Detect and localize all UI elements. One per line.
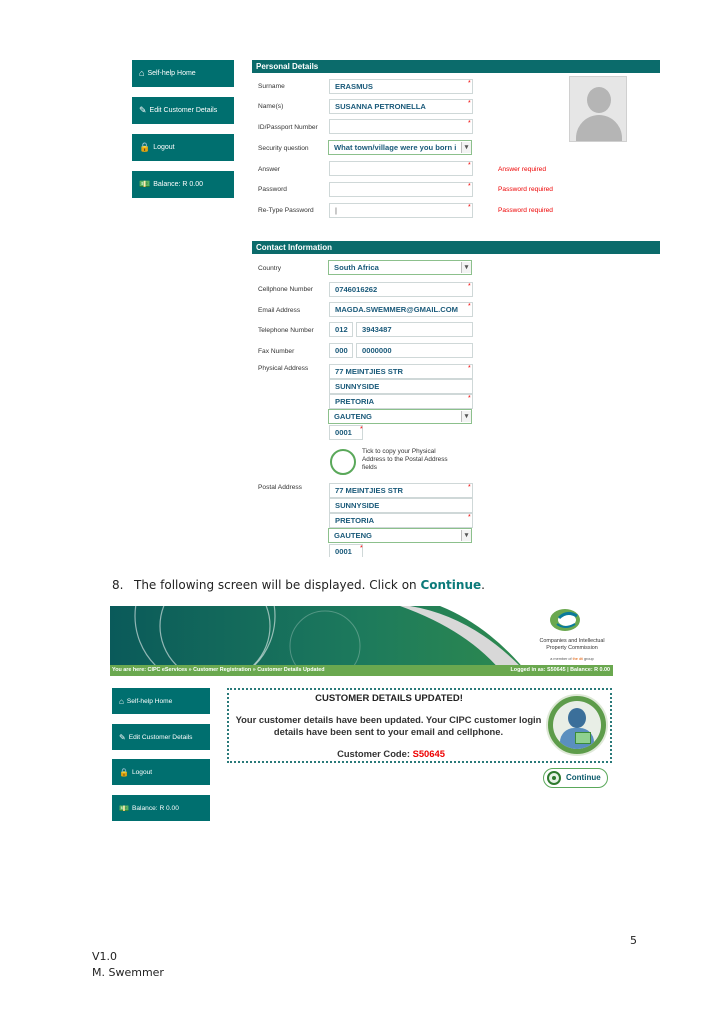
page-number: 5: [630, 934, 637, 947]
copy-address-label: Tick to copy your Physical Address to the Postal Address fields: [362, 448, 448, 471]
telephone-number-input[interactable]: 3943487: [356, 322, 473, 337]
required-marker: *: [468, 120, 471, 127]
breadcrumb-bar: [110, 665, 613, 676]
id-passport-input[interactable]: [329, 119, 473, 134]
sidebar-label: Self-help Home: [126, 697, 173, 705]
postal-city-input[interactable]: PRETORIA: [329, 513, 473, 528]
logout-button[interactable]: [132, 134, 234, 161]
surname-label: Surname: [258, 83, 285, 90]
required-marker: *: [468, 514, 471, 521]
lock-icon: 🔒: [139, 142, 151, 152]
answer-label: Answer: [258, 166, 280, 173]
step-number: 8.: [112, 578, 124, 592]
cellphone-input[interactable]: 0746016262: [329, 282, 473, 297]
required-marker: *: [468, 395, 471, 402]
email-input[interactable]: MAGDA.SWEMMER@GMAIL.COM: [329, 302, 473, 317]
personal-details-header: Personal Details: [252, 60, 660, 73]
sidebar-label: Logout: [131, 768, 153, 776]
cipc-logo-icon: [550, 609, 580, 631]
password-label: Password: [258, 186, 287, 193]
retype-password-error: Password required: [498, 207, 553, 214]
sidebar-label: Balance: R 0.00: [153, 181, 204, 188]
telephone-code-input[interactable]: 012: [329, 322, 353, 337]
dti-member-text: [535, 657, 609, 661]
email-label: Email Address: [258, 307, 301, 314]
fax-label: Fax Number: [258, 348, 295, 355]
lock-icon: 🔒: [119, 767, 129, 777]
edit-customer-details-button[interactable]: [132, 97, 234, 124]
dti-suffix: group: [582, 657, 594, 661]
required-marker: *: [360, 545, 363, 552]
home-icon: ⌂: [119, 696, 124, 706]
step-text: The following screen will be displayed. Click on: [134, 578, 421, 592]
edit-icon: ✎: [139, 105, 147, 115]
continue-button[interactable]: [543, 768, 608, 788]
retype-password-input[interactable]: |: [329, 203, 473, 218]
edit-icon: ✎: [119, 732, 126, 742]
telephone-label: Telephone Number: [258, 327, 314, 334]
login-status: Logged in as: S50645 | Balance: R 0.00: [510, 667, 610, 673]
physical-address-label: Physical Address: [258, 365, 309, 372]
avatar-head-icon: [587, 87, 611, 113]
surname-input[interactable]: ERASMUS: [329, 79, 473, 94]
physical-line2-input[interactable]: SUNNYSIDE: [329, 379, 473, 394]
sidebar-label: Balance: R 0.00: [131, 804, 179, 812]
success-message-box: [227, 688, 612, 763]
self-help-home-button[interactable]: [112, 688, 210, 714]
physical-province-select[interactable]: GAUTENG ▾: [328, 409, 472, 424]
copy-address-checkbox[interactable]: [330, 449, 356, 475]
required-marker: *: [468, 204, 471, 211]
physical-code-input[interactable]: 0001: [329, 425, 363, 440]
contact-info-header: Contact Information: [252, 241, 660, 254]
security-question-label: Security question: [258, 145, 309, 152]
required-marker: *: [468, 365, 471, 372]
postal-address-label: Postal Address: [258, 484, 302, 491]
required-marker: *: [468, 303, 471, 310]
required-marker: *: [468, 183, 471, 190]
security-question-select[interactable]: What town/village were you born i ▾: [328, 140, 472, 155]
cipc-logo-text: Companies and Intellectual Property Commission: [539, 638, 605, 651]
customer-code-value: S50645: [412, 748, 445, 759]
password-error: Password required: [498, 186, 553, 193]
sidebar-label: Self-help Home: [147, 70, 196, 77]
required-marker: *: [360, 426, 363, 433]
edit-customer-details-button[interactable]: [112, 724, 210, 750]
money-icon: 💵: [119, 803, 129, 813]
dti-brand: the dti: [572, 657, 583, 661]
sidebar-label: Logout: [153, 144, 175, 151]
balance-button[interactable]: [132, 171, 234, 198]
document-author: M. Swemmer: [92, 966, 164, 979]
profile-avatar: [569, 76, 627, 142]
postal-code-input[interactable]: 0001: [329, 544, 363, 557]
required-marker: *: [468, 100, 471, 107]
home-icon: ⌂: [139, 68, 145, 78]
country-select[interactable]: South Africa ▾: [328, 260, 472, 275]
avatar-body-icon: [576, 115, 622, 142]
fax-number-input[interactable]: 0000000: [356, 343, 473, 358]
answer-error: Answer required: [498, 166, 547, 173]
sidebar-label: Edit Customer Details: [128, 733, 193, 741]
customer-code: [291, 748, 491, 759]
self-help-home-button[interactable]: [132, 60, 234, 87]
postal-line1-input[interactable]: 77 MEINTJIES STR: [329, 483, 473, 498]
physical-line1-input[interactable]: 77 MEINTJIES STR: [329, 364, 473, 379]
step-action: Continue: [420, 578, 482, 592]
retype-password-label: Re-Type Password: [258, 207, 314, 214]
required-marker: *: [468, 283, 471, 290]
country-label: Country: [258, 265, 282, 272]
step-instruction: [112, 578, 485, 592]
money-icon: 💵: [139, 179, 151, 189]
cellphone-label: Cellphone Number: [258, 286, 313, 293]
step-period: .: [481, 578, 485, 592]
continue-label: Continue: [566, 773, 601, 782]
names-label: Name(s): [258, 103, 284, 110]
sidebar-label: Edit Customer Details: [149, 107, 218, 114]
required-marker: *: [468, 484, 471, 491]
id-passport-label: ID/Passport Number: [258, 124, 318, 131]
document-version: V1.0: [92, 950, 118, 963]
breadcrumb: You are here: CIPC eServices » Customer Registration » Customer Details Updated: [112, 667, 325, 673]
postal-line2-input[interactable]: SUNNYSIDE: [329, 498, 473, 513]
required-marker: *: [468, 80, 471, 87]
postal-province-select[interactable]: GAUTENG ▾: [328, 528, 472, 543]
password-input[interactable]: [329, 182, 473, 197]
balance-button[interactable]: [112, 795, 210, 821]
success-title: CUSTOMER DETAILS UPDATED!: [315, 693, 463, 704]
dti-prefix: a member of: [550, 657, 573, 661]
fax-code-input[interactable]: 000: [329, 343, 353, 358]
user-success-icon: [546, 694, 608, 756]
names-input[interactable]: SUSANNA PETRONELLA: [329, 99, 473, 114]
answer-input[interactable]: [329, 161, 473, 176]
physical-city-input[interactable]: PRETORIA: [329, 394, 473, 409]
continue-radio-icon: [547, 771, 561, 785]
required-marker: *: [468, 162, 471, 169]
success-body: Your customer details have been updated. Your CIPC customer login details have been sent to your email and cellphone.: [235, 714, 542, 737]
customer-code-label: Customer Code:: [337, 748, 413, 759]
logout-button[interactable]: [112, 759, 210, 785]
